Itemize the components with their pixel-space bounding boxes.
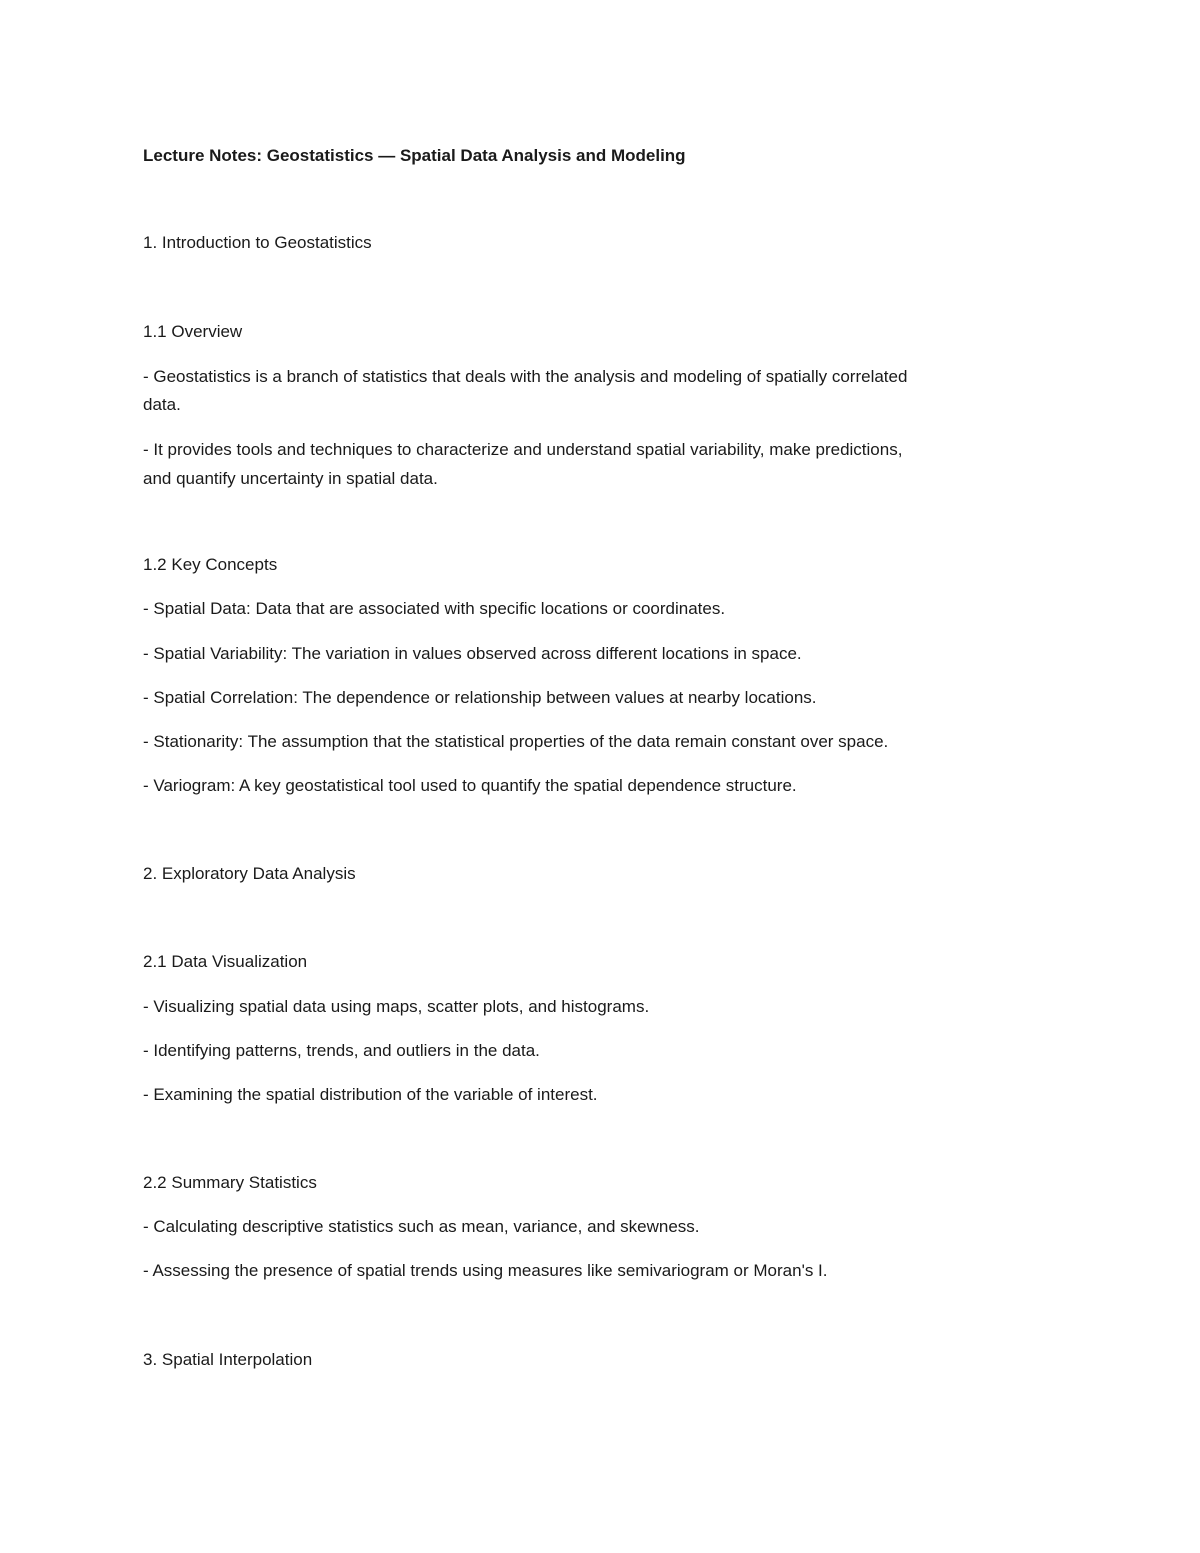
list-item: - Stationarity: The assumption that the statistical properties of the data remain constant over space. bbox=[143, 732, 889, 751]
list-item: - Identifying patterns, trends, and outliers in the data. bbox=[143, 1041, 540, 1060]
paragraph-line: and quantify uncertainty in spatial data. bbox=[143, 469, 438, 488]
list-item: - Variogram: A key geostatistical tool used to quantify the spatial dependence structure. bbox=[143, 776, 797, 795]
list-item: - Examining the spatial distribution of the variable of interest. bbox=[143, 1085, 598, 1104]
list-item: - Assessing the presence of spatial trends using measures like semivariogram or Moran's I. bbox=[143, 1261, 828, 1280]
section-heading-3: 3. Spatial Interpolation bbox=[143, 1350, 313, 1369]
paragraph-line: - It provides tools and techniques to characterize and understand spatial variability, make predictions, bbox=[143, 440, 903, 459]
document-title: Lecture Notes: Geostatistics — Spatial Data Analysis and Modeling bbox=[143, 146, 686, 165]
subsection-heading-1-1: 1.1 Overview bbox=[143, 322, 243, 341]
section-heading-1: 1. Introduction to Geostatistics bbox=[143, 233, 372, 252]
paragraph-line: data. bbox=[143, 395, 181, 414]
list-item: - Spatial Correlation: The dependence or relationship between values at nearby locations. bbox=[143, 688, 817, 707]
list-item: - Spatial Data: Data that are associated with specific locations or coordinates. bbox=[143, 599, 726, 618]
list-item: - Spatial Variability: The variation in values observed across different locations in space. bbox=[143, 644, 802, 663]
list-item: - Visualizing spatial data using maps, scatter plots, and histograms. bbox=[143, 997, 650, 1016]
list-item: - Calculating descriptive statistics such as mean, variance, and skewness. bbox=[143, 1217, 700, 1236]
paragraph-line: - Geostatistics is a branch of statistics that deals with the analysis and modeling of spatially correlated bbox=[143, 367, 908, 386]
subsection-heading-2-1: 2.1 Data Visualization bbox=[143, 952, 308, 971]
subsection-heading-1-2: 1.2 Key Concepts bbox=[143, 555, 278, 574]
subsection-heading-2-2: 2.2 Summary Statistics bbox=[143, 1173, 317, 1192]
section-heading-2: 2. Exploratory Data Analysis bbox=[143, 864, 356, 883]
